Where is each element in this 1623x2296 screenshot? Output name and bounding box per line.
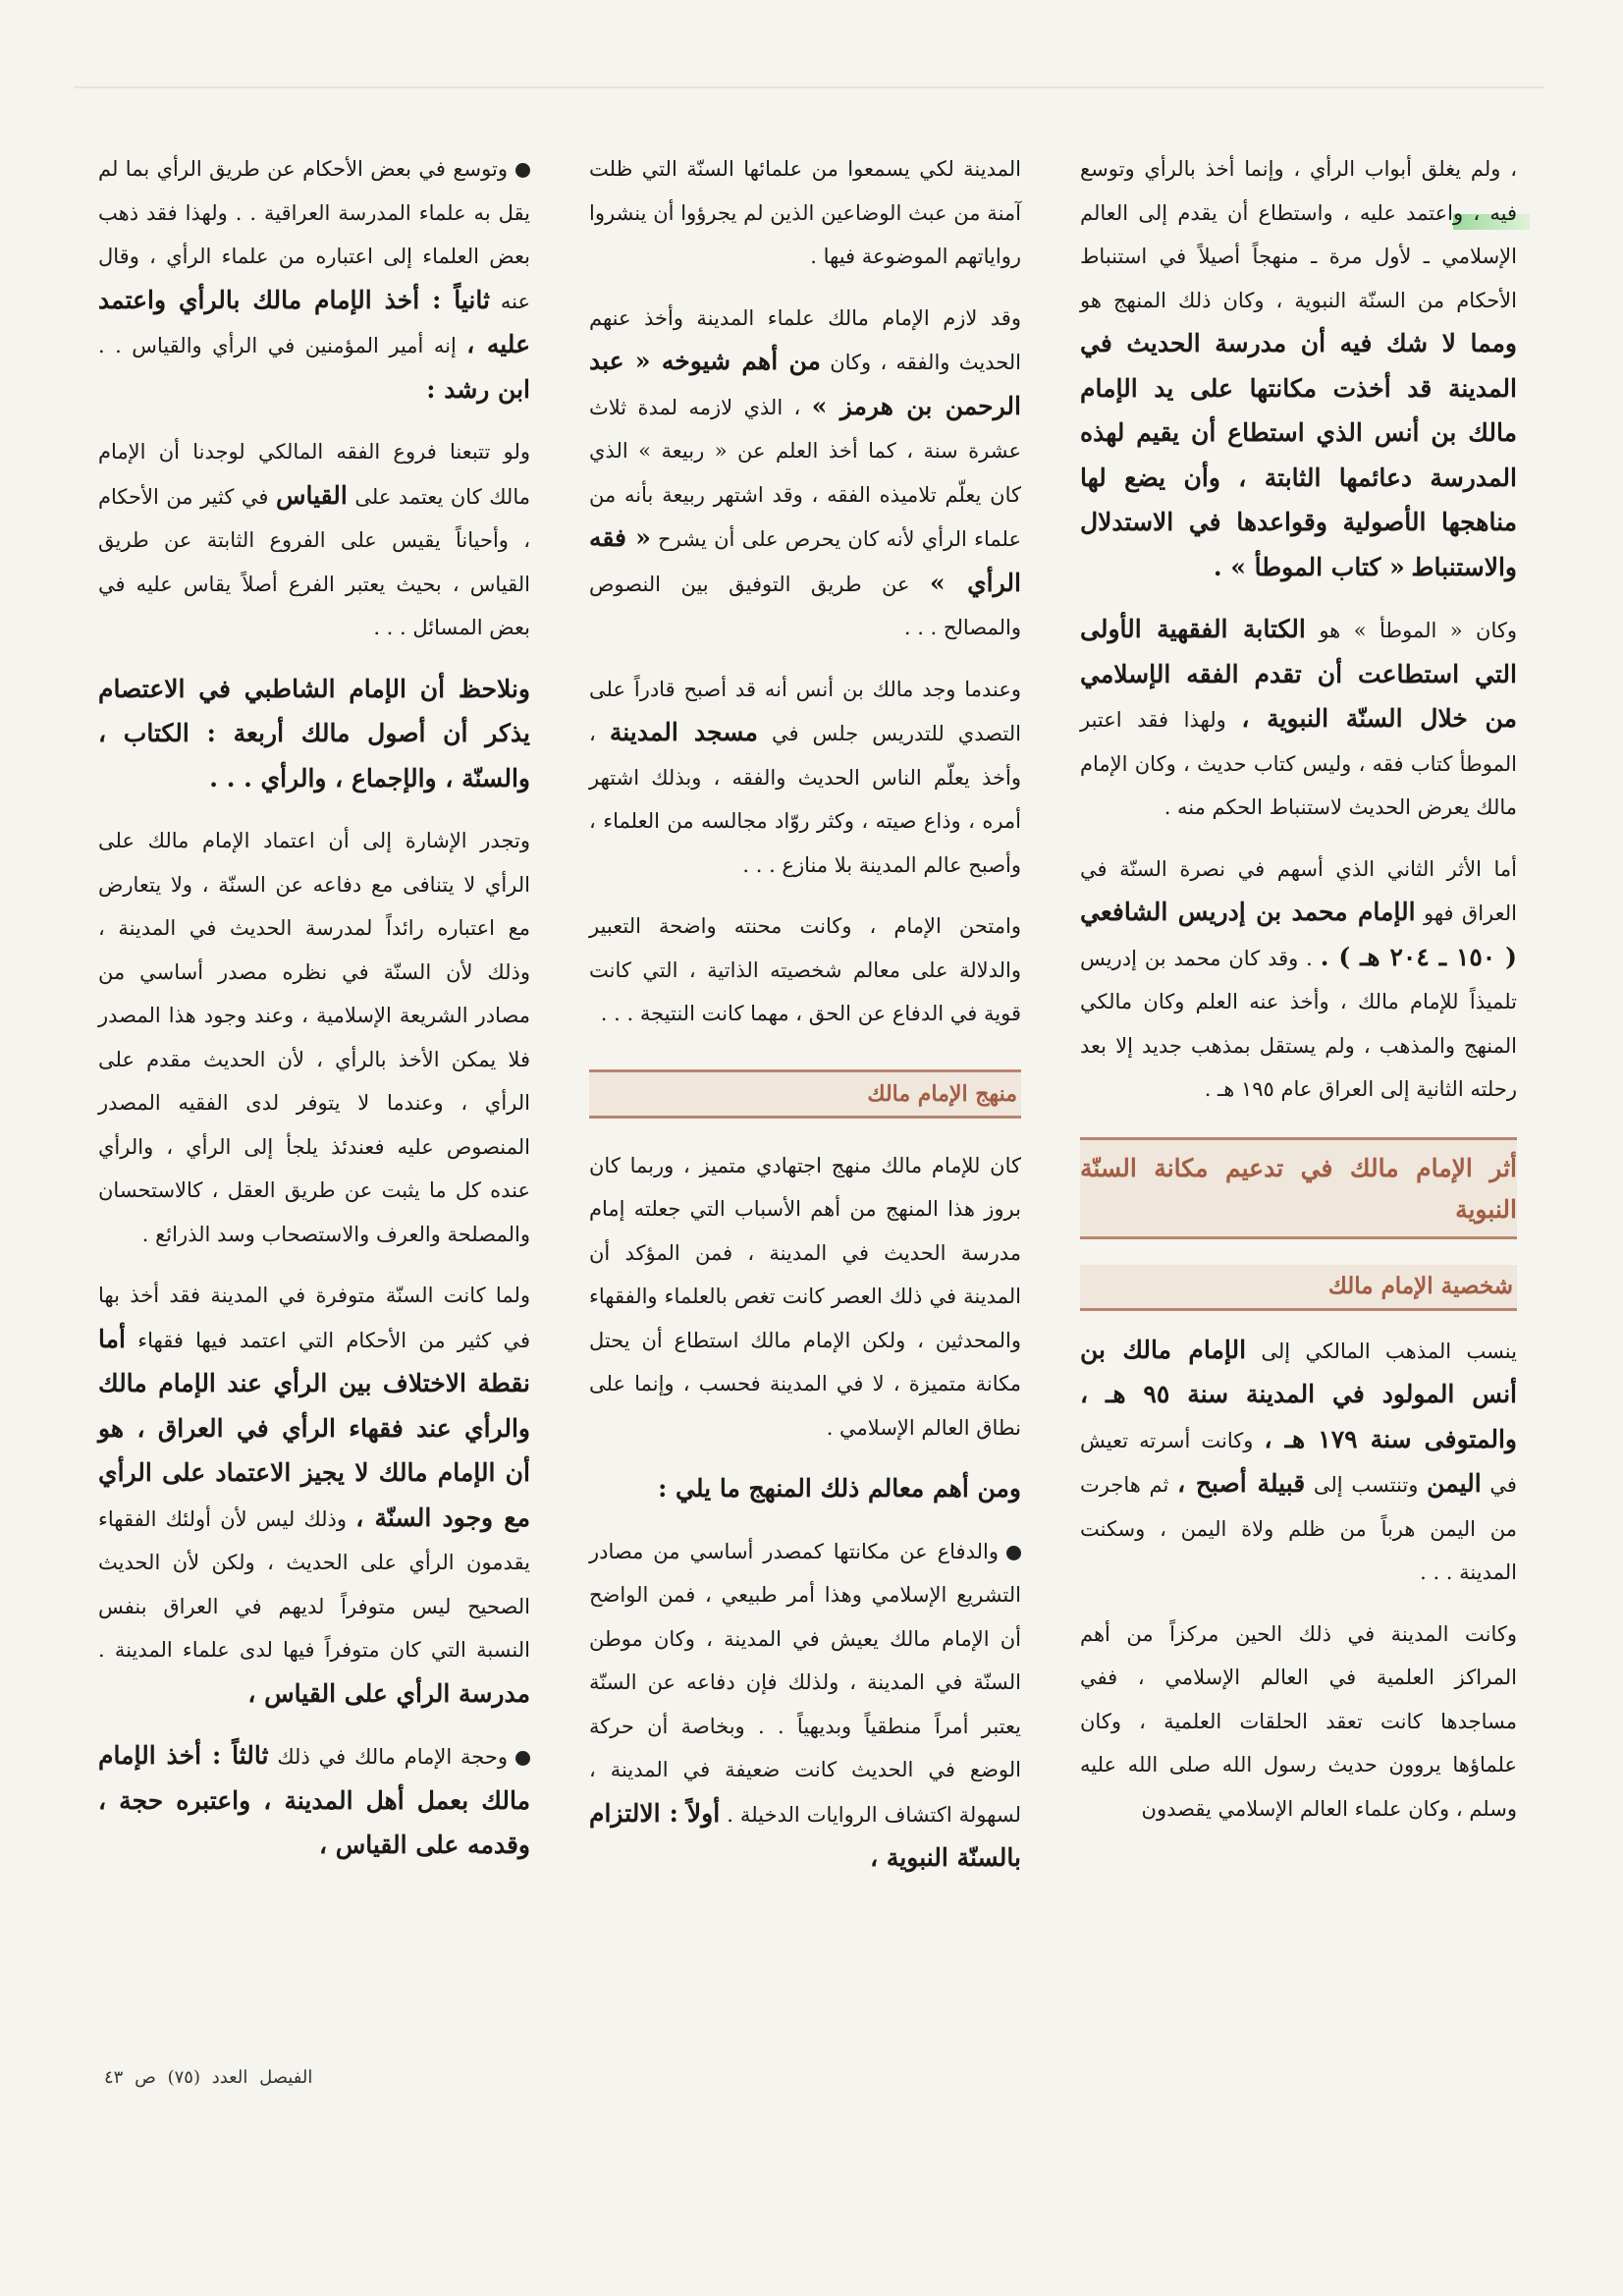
bold-text: من أهم شيوخه « عبد الرحمن بن هرمز » [589,347,1021,420]
paragraph [98,430,530,650]
bold-text: ثانياً : أخذ الإمام مالك بالرأي واعتمد عليه ، [98,285,530,358]
bold-text: مسجد المدينة [609,718,758,746]
section-title: منهج الإمام مالك [589,1069,1021,1119]
paragraph [98,147,530,412]
paragraph [589,1530,1021,1882]
body-text: . وقد كان محمد بن إدريس تلميذاً للإمام مالك ، وأخذ عنه العلم وكان مالكي المنهج والمذهب ، ولم يستقل بمذهب جديد إلا بعد رحلته الثانية إلى العراق عام ١٩٥ هـ . [1080,946,1517,1101]
footer-magazine: الفيصل [259,2067,313,2088]
paragraph [1080,147,1517,590]
paragraph [589,147,1021,279]
paragraph [1080,847,1517,1112]
body-text: وكان « الموطأ » هو [1319,619,1517,642]
body-text: وتنتسب إلى [1313,1473,1419,1497]
body-text: أما الأثر الثاني الذي أسهم في نصرة السنّة في العراق فهو [1080,856,1517,925]
body-text: وتجدر الإشارة إلى أن اعتماد الإمام مالك على الرأي لا يتنافى مع دفاعه عن السنّة ، ولا يتعارض مع اعتباره رائداً لمدرسة الحديث في المدينة ، وذلك لأن السنّة في نظره مصدر أساسي من مصادر الشريعة الإسلامية ، وعند وجود هذا المصدر فلا يمكن الأخذ بالرأي ، لأن الحديث مقدم على الرأي ، وعندما لا يتوفر لدى الفقيه المصدر المنصوص عليه فعندئذ يلجأ إلى الرأي ، والرأي عنده كل ما يثبت عن طريق العقل ، كالاستحسان والمصلحة والعرف والاستصحاب وسد الذرائع . [98,829,530,1246]
body-text: وذلك ليس لأن أولئك الفقهاء يقدمون الرأي على الحديث ، ولكن لأن الحديث الصحيح ليس متوفراً لديهم في العراق بنفس النسبة التي كان متوفراً فيها لدى علماء المدينة . [98,1506,530,1662]
body-text: في كثير من الأحكام ، وأحياناً يقيس على الفروع الثابتة عن طريق القياس ، بحيث يعتبر الفرع أصلاً يقاس عليه في بعض المسائل . . . [98,484,530,639]
body-text: عن طريق التوفيق بين النصوص والمصالح . . . [589,572,1021,639]
body-text: ولو تتبعنا فروع الفقه المالكي لوجدنا أن الإمام مالك كان يعتمد على [98,440,530,509]
body-text: وامتحن الإمام ، وكانت محنته واضحة التعبير والدلالة على معالم شخصيته الذاتية ، التي كانت قوية في الدفاع عن الحق ، مهما كانت النتيجة . . . [589,914,1021,1025]
bold-text: ابن رشد : [426,374,530,404]
bold-text: اليمن [1427,1469,1482,1498]
bold-text: القياس [275,480,348,510]
bold-text: « فقه الرأي » [589,523,1021,597]
body-text: وعندما وجد مالك بن أنس أنه قد أصبح قادراً على التصدي للتدريس جلس في [589,677,1021,745]
subsection-title: شخصية الإمام مالك [1080,1265,1517,1311]
paragraph [98,1274,530,1717]
paragraph [589,1467,1021,1512]
bold-text: مدرسة الرأي على القياس ، [247,1678,530,1708]
body-text: ، وأخذ يعلّم الناس الحديث والفقه ، وبذلك اشتهر أمره ، وذاع صيته ، وكثر روّاد مجالسه من العلماء ، وأصبح عالم المدينة بلا منازع . . . [589,722,1021,877]
column-middle [589,147,1021,1899]
bold-text: الإمام مالك بن أنس المولود في المدينة سنة ٩٥ هـ ، والمتوفى سنة ١٧٩ هـ ، [1080,1335,1518,1453]
bold-text: الكتابة الفقهية الأولى التي استطاعت أن تقدم الفقه الإسلامي من خلال السنّة النبوية ، [1080,615,1517,733]
paragraph [589,297,1021,650]
body-text: ، الذي لازمه لمدة ثلاث عشرة سنة ، كما أخذ العلم عن « ربيعة » الذي كان يعلّم تلاميذه الفقه ، وقد اشتهر ربيعة بأنه من علماء الرأي لأنه كان يحرص على أن يشرح [589,395,1021,551]
bullet-icon [515,163,530,178]
body-text: ، ولم يغلق أبواب الرأي ، وإنما أخذ بالرأي وتوسع فيه ، واعتمد عليه ، واستطاع أن يقدم إلى العالم الإسلامي ـ لأول مرة ـ منهجاً أصيلاً في استنباط الأحكام من السنّة النبوية ، وكان ذلك المنهج هو [1080,157,1517,312]
column-left [98,147,530,1886]
bold-text: ومما لا شك فيه أن مدرسة الحديث في المدينة قد أخذت مكانتها على يد الإمام مالك بن أنس الذي استطاع أن يقيم لهذه المدرسة دعائمها الثابتة ، وأن يضع لها مناهجها الأصولية وقواعدها في الاستدلال والاستنباط [1080,329,1517,581]
paragraph [98,668,530,802]
body-text: وحجة الإمام مالك في ذلك [277,1745,508,1769]
body-text: وكانت المدينة في ذلك الحين مركزاً من أهم المراكز العلمية في العالم الإسلامي ، ففي مساجدها كانت تعقد الحلقات العلمية ، وكان علماؤها يروون حديث رسول الله صلى الله عليه وسلم ، وكان علماء العالم الإسلامي يقصدون [1080,1621,1517,1821]
paragraph [98,819,530,1256]
paragraph [1080,1329,1517,1595]
body-text: والدفاع عن مكانتها كمصدر أساسي من مصادر التشريع الإسلامي وهذا أمر طبيعي ، فمن الواضح أن الإمام مالك يعيش في المدينة ، وكان موطن السنّة في المدينة ، ولذلك فإن دفاعه عن السنّة يعتبر أمراً منطقياً وبديهياً . . وبخاصة أن حركة الوضع في الحديث كانت ضعيفة في المدينة ، لسهولة اكتشاف الروايات الدخيلة . [589,1539,1021,1827]
bullet-icon [515,1751,530,1766]
paragraph [1080,1613,1517,1831]
bold-text: الإمام محمد بن إدريس الشافعي ( ١٥٠ ـ ٢٠٤ هـ ) . [1080,898,1517,971]
footer-page-number: ٤٣ [104,2067,124,2088]
top-rule [74,86,1544,88]
body-text: ثم هاجرت من اليمن هرباً من ظلم ولاة اليمن ، وسكنت المدينة . . . [1080,1473,1517,1584]
page-footer [98,2067,312,2088]
paragraph [589,904,1021,1036]
body-text: ينسب المذهب المالكي إلى [1261,1339,1517,1363]
body-text: وقد لازم الإمام مالك علماء المدينة وأخذ عنهم الحديث والفقه ، وكان [589,305,1021,374]
body-text: ولما كانت السنّة متوفرة في المدينة فقد أخذ بها في كثير من الأحكام التي اعتمد فيها فقهاء [98,1284,530,1352]
body-text: المدينة لكي يسمعوا من علمائها السنّة التي ظلت آمنة من عبث الوضاعين الذين لم يجرؤوا أن ينشروا رواياتهم الموضوعة فيها . [589,157,1021,268]
body-text: وكانت أسرته تعيش في [1080,1428,1517,1497]
bold-text: ونلاحظ أن الإمام الشاطبي في الاعتصام يذكر أن أصول مالك أربعة : الكتاب ، والسنّة ، والإجماع ، والرأي . . . [98,674,530,793]
footer-issue-number: (٧٥) [167,2067,200,2088]
bold-text: ثالثاً : أخذ الإمام مالك بعمل أهل المدينة ، واعتبره حجة ، وقدمه على القياس ، [98,1741,530,1859]
body-text: كان للإمام مالك منهج اجتهادي متميز ، وربما كان بروز هذا المنهج من أهم الأسباب التي جعلته إمام مدرسة الحديث في المدينة ، فمن المؤكد أن المدينة في ذلك العصر كانت تغص بالعلماء والفقهاء والمحدثين ، ولكن الإمام مالك استطاع أن يحتل مكانة متميزة ، لا في المدينة فحسب ، وإنما على نطاق العالم الإسلامي . [589,1153,1021,1440]
bold-text: « كتاب الموطأ » . [1213,552,1405,581]
body-text: وتوسع في بعض الأحكام عن طريق الرأي بما لم يقل به علماء المدرسة العراقية . . ولهذا فقد ذهب بعض العلماء إلى اعتباره من علماء الرأي ، وقال عنه [98,157,530,313]
bold-text: أولاً : الالتزام بالسنّة النبوية ، [589,1798,1021,1872]
paragraph [589,1144,1021,1450]
bold-text: ومن أهم معالم ذلك المنهج ما يلي : [658,1474,1021,1503]
footer-page-label: ص [135,2067,156,2088]
body-text: إنه أمير المؤمنين في الرأي والقياس . . [98,334,457,357]
bold-text: أما نقطة الاختلاف بين الرأي عند الإمام مالك والرأي عند فقهاء الرأي في العراق ، هو أن الإمام مالك لا يجيز الاعتماد على الرأي مع وجود السنّة ، [98,1324,530,1532]
paragraph [98,1734,530,1869]
body-text: ولهذا فقد اعتبر الموطأ كتاب فقه ، وليس كتاب حديث ، وكان الإمام مالك يعرض الحديث لاستنباط الحكم منه . [1080,708,1517,819]
paragraph [1080,608,1517,830]
footer-issue-label: العدد [211,2067,248,2088]
paragraph [589,668,1021,888]
section-title: أثر الإمام مالك في تدعيم مكانة السنّة النبوية [1080,1137,1517,1239]
bullet-icon [1006,1546,1021,1560]
bold-text: قبيلة أصبح ، [1177,1469,1306,1498]
column-right [1080,147,1517,1848]
